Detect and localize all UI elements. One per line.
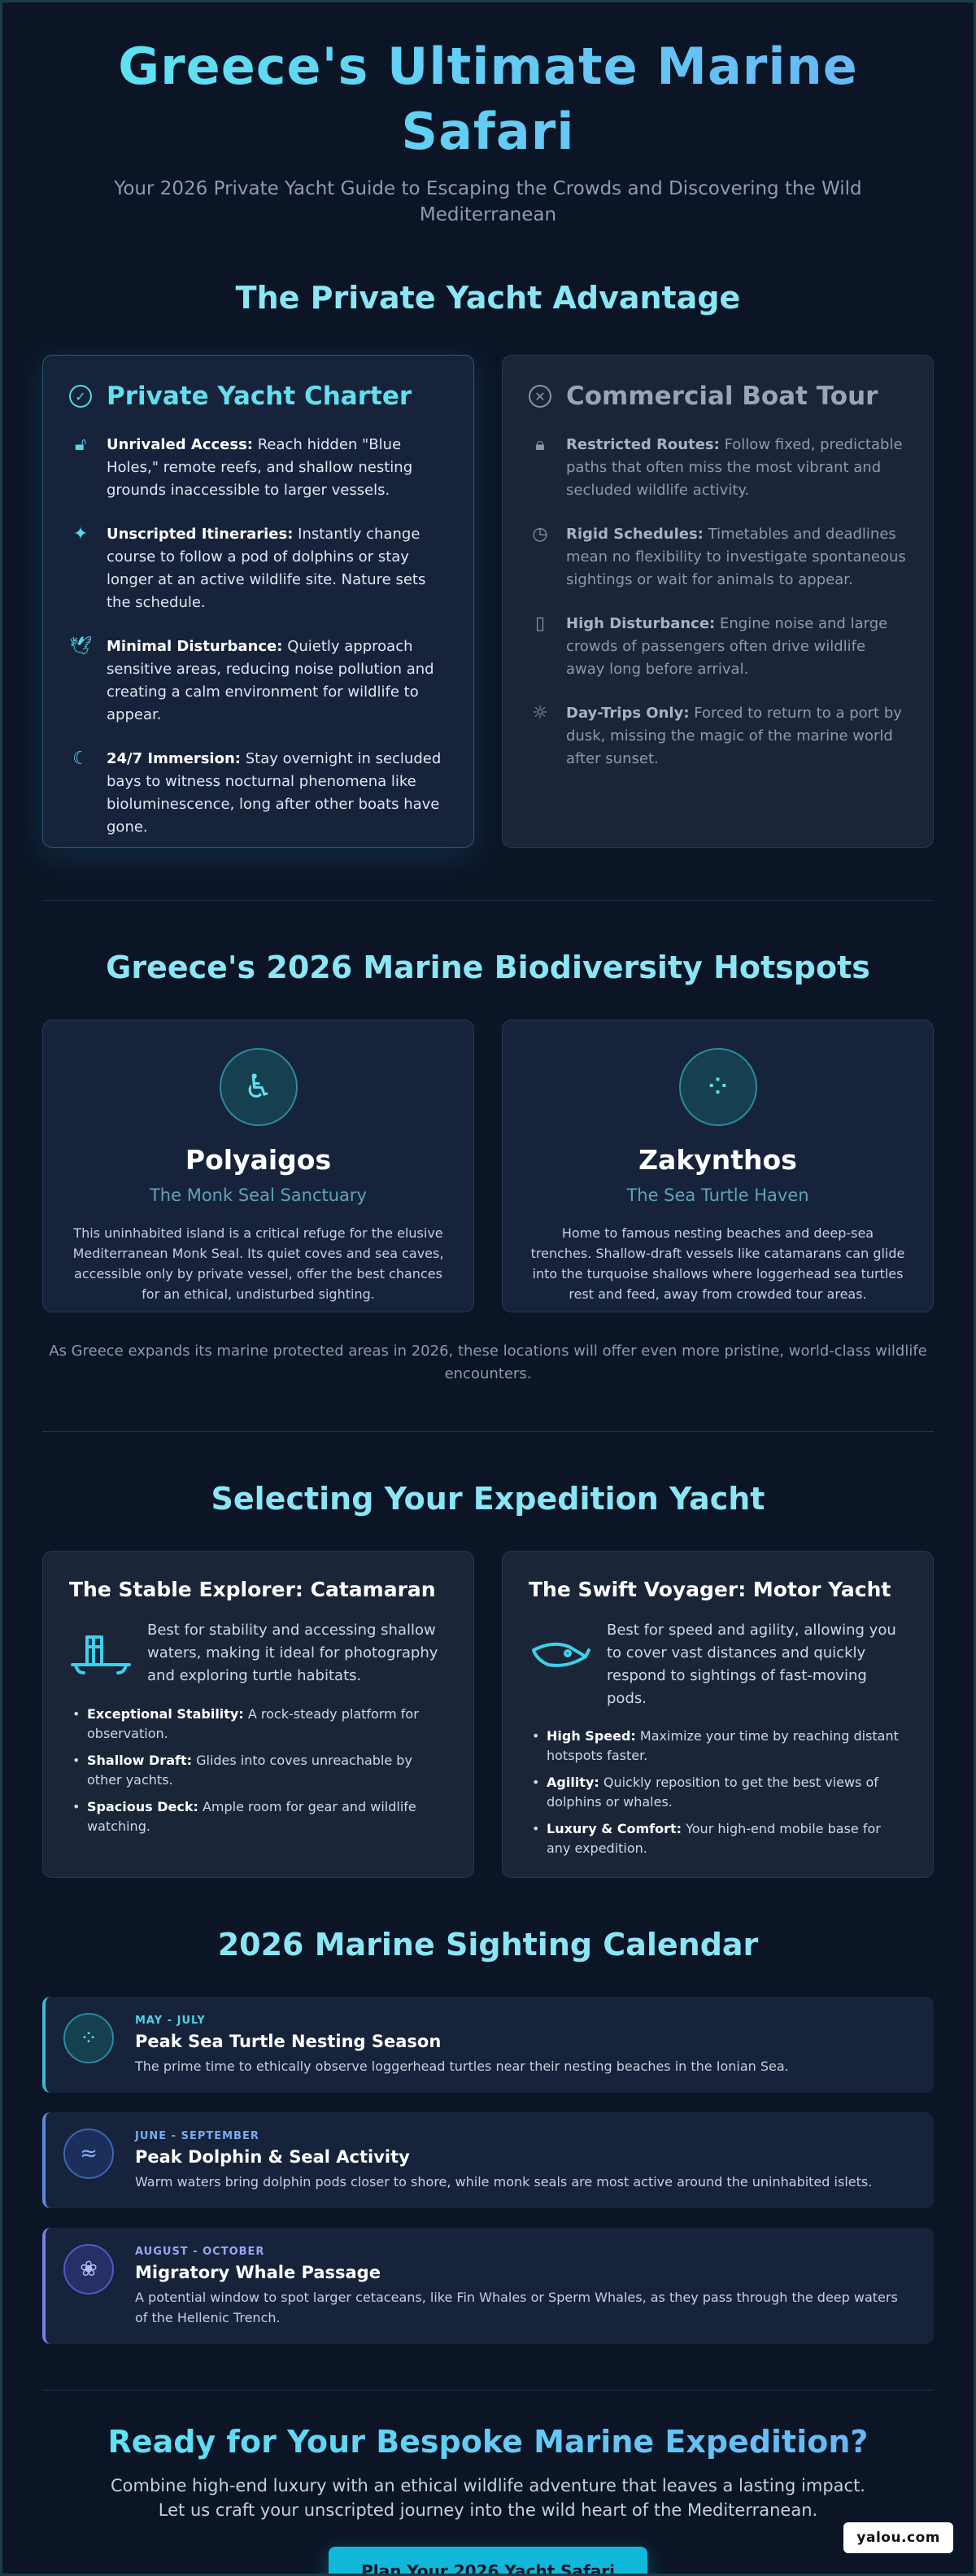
commercial-tour-heading: Commercial Boat Tour <box>566 382 878 411</box>
hotspot-name: Zakynthos <box>638 1144 797 1176</box>
yacht-feature-list <box>69 1705 447 1836</box>
hotspot-subtitle: The Monk Seal Sanctuary <box>149 1185 367 1205</box>
feature-title: Agility: <box>547 1775 599 1790</box>
feature-title: Luxury & Comfort: <box>547 1821 682 1836</box>
dove-icon: 🕊︎ <box>69 636 92 657</box>
advantage-title: The Private Yacht Advantage <box>235 280 741 316</box>
list-item <box>69 1797 447 1836</box>
sparkles-icon: ✦ <box>72 524 89 544</box>
calendar-item-title: Peak Dolphin & Seal Activity <box>135 2147 410 2167</box>
item-title: 24/7 Immersion: <box>107 750 241 767</box>
cta-line-2: Let us craft your unscripted journey into the wild heart of the Mediterranean. <box>158 2500 818 2520</box>
cta-title: Ready for Your Bespoke Marine Expedition? <box>42 2421 934 2462</box>
calendar-item-text: A potential window to spot larger cetaceans, like Fin Whales or Sperm Whales, as they pass through the deep waters of the Hellenic Trench. <box>135 2290 898 2325</box>
x-circle-icon: ✕ <box>529 385 551 408</box>
item-text: Reach hidden "Blue Holes," remote reefs, and shallow nesting grounds inaccessible to larger vessels. <box>107 436 413 499</box>
feature-text: Quickly reposition to get the best views of dolphins or whales. <box>547 1775 878 1810</box>
item-text: Forced to return to a port by dusk, missing the magic of the marine world after sunset. <box>566 705 902 767</box>
calendar-period: MAY - JULY <box>135 2015 206 2027</box>
feature-text: Maximize your time by reaching distant hotspots faster. <box>547 1728 899 1763</box>
item-text: Quietly approach sensitive areas, reducing noise pollution and creating a calm environment for wildlife to appear. <box>107 638 434 723</box>
hotspot-name: Polyaigos <box>185 1144 332 1176</box>
yacht-description: Best for stability and accessing shallow waters, making it ideal for photography and exploring turtle habitats. <box>147 1622 438 1684</box>
feature-text: Your high-end mobile base for any expedition. <box>547 1821 881 1856</box>
moon-icon: ☾ <box>72 749 89 769</box>
yacht-feature-list <box>529 1727 907 1858</box>
hotspot-description: Home to famous nesting beaches and deep-sea trenches. Shallow-draft vessels like catamarans can glide into the turquoise shallows where loggerhead sea turtles rest and feed, away from crowded tour areas. <box>530 1225 905 1302</box>
item-text: Stay overnight in secluded bays to witness nocturnal phenomena like bioluminescence, long after other boats have gone. <box>107 750 442 836</box>
calendar-item-text: The prime time to ethically observe loggerhead turtles near their nesting beaches in the Ionian Sea. <box>135 2059 789 2074</box>
item-title: High Disturbance: <box>566 615 716 632</box>
turtle-icon: ⁘ <box>63 2013 114 2063</box>
hotspot-subtitle: The Sea Turtle Haven <box>626 1185 809 1205</box>
calendar-title: 2026 Marine Sighting Calendar <box>217 1927 759 1963</box>
list-item <box>69 1751 447 1790</box>
feature-title: Spacious Deck: <box>87 1799 198 1814</box>
item-title: Restricted Routes: <box>566 436 720 453</box>
yacht-description: Best for speed and agility, allowing you to cover vast distances and quickly respond to sightings of fast-moving pods. <box>607 1622 896 1707</box>
item-text: Engine noise and large crowds of passengers often drive wildlife away long before arrival. <box>566 615 888 678</box>
item-text: Follow fixed, predictable paths that often miss the most vibrant and secluded wildlife activity. <box>566 436 903 499</box>
feature-title: Exceptional Stability: <box>87 1706 244 1722</box>
clock-icon: ◷ <box>532 524 548 544</box>
lock-icon: 🔒︎ <box>535 434 545 455</box>
hotspots-title: Greece's 2026 Marine Biodiversity Hotspots <box>106 950 870 985</box>
calendar-period: AUGUST - OCTOBER <box>135 2246 265 2258</box>
feature-text: A rock-steady platform for observation. <box>87 1706 419 1741</box>
brand-badge[interactable]: yalou.com <box>843 2522 953 2553</box>
feature-title: Shallow Draft: <box>87 1753 192 1768</box>
private-yacht-heading: Private Yacht Charter <box>107 382 412 411</box>
item-title: Rigid Schedules: <box>566 526 704 543</box>
yacht-heading: The Stable Explorer: Catamaran <box>69 1578 436 1601</box>
feature-text: Ample room for gear and wildlife watching. <box>87 1799 416 1834</box>
item-title: Unrivaled Access: <box>107 436 253 453</box>
feature-title: High Speed: <box>547 1728 636 1744</box>
page-title: Greece's Ultimate Marine Safari <box>42 34 934 164</box>
hotspot-description: This uninhabited island is a critical refuge for the elusive Mediterranean Monk Seal. Its quiet coves and sea caves, accessible only by private vessel, offer the best chances for an ethical, undisturbed sighting. <box>72 1225 444 1302</box>
waves-icon: ≈ <box>63 2128 114 2179</box>
yacht-heading: The Swift Voyager: Motor Yacht <box>529 1578 891 1601</box>
list-item <box>529 1773 907 1812</box>
list-item <box>529 1819 907 1858</box>
page-subtitle: Your 2026 Private Yacht Guide to Escaping the Crowds and Discovering the Wild Mediterranean <box>114 178 862 225</box>
calendar-period: JUNE - SEPTEMBER <box>135 2130 259 2142</box>
seal-icon: ♿︎ <box>220 1048 298 1126</box>
calendar-item-text: Warm waters bring dolphin pods closer to shore, while monk seals are most active around the uninhabited islets. <box>135 2174 873 2190</box>
hotspots-note: As Greece expands its marine protected areas in 2026, these locations will offer even more pristine, world-class wildlife encounters. <box>49 1343 927 1382</box>
yachts-title: Selecting Your Expedition Yacht <box>211 1481 765 1517</box>
list-item <box>69 1705 447 1744</box>
sun-icon: ☼ <box>532 703 548 723</box>
phone-icon: ▯ <box>534 613 546 634</box>
list-item <box>529 1727 907 1766</box>
item-title: Unscripted Itineraries: <box>107 526 294 543</box>
turtle-icon: ⁘ <box>679 1048 757 1126</box>
plan-safari-button[interactable]: Plan Your 2026 Yacht Safari <box>329 2547 647 2576</box>
feature-text: Glides into coves unreachable by other yachts. <box>87 1753 412 1788</box>
calendar-item-title: Migratory Whale Passage <box>135 2263 381 2282</box>
calendar-item-title: Peak Sea Turtle Nesting Season <box>135 2032 442 2051</box>
whale-icon: ❀ <box>63 2244 114 2294</box>
cta-line-1: Combine high-end luxury with an ethical wildlife adventure that leaves a lasting impact. <box>111 2476 865 2495</box>
item-text: Timetables and deadlines mean no flexibility to investigate spontaneous sightings or wait for animals to appear. <box>566 526 906 588</box>
check-circle-icon: ✓ <box>69 385 92 408</box>
item-title: Day-Trips Only: <box>566 705 690 722</box>
item-title: Minimal Disturbance: <box>107 638 283 655</box>
item-text: Instantly change course to follow a pod of dolphins or stay longer at an active wildlife site. Nature sets the schedule. <box>107 526 426 611</box>
unlock-icon: 🔓︎ <box>74 434 87 455</box>
